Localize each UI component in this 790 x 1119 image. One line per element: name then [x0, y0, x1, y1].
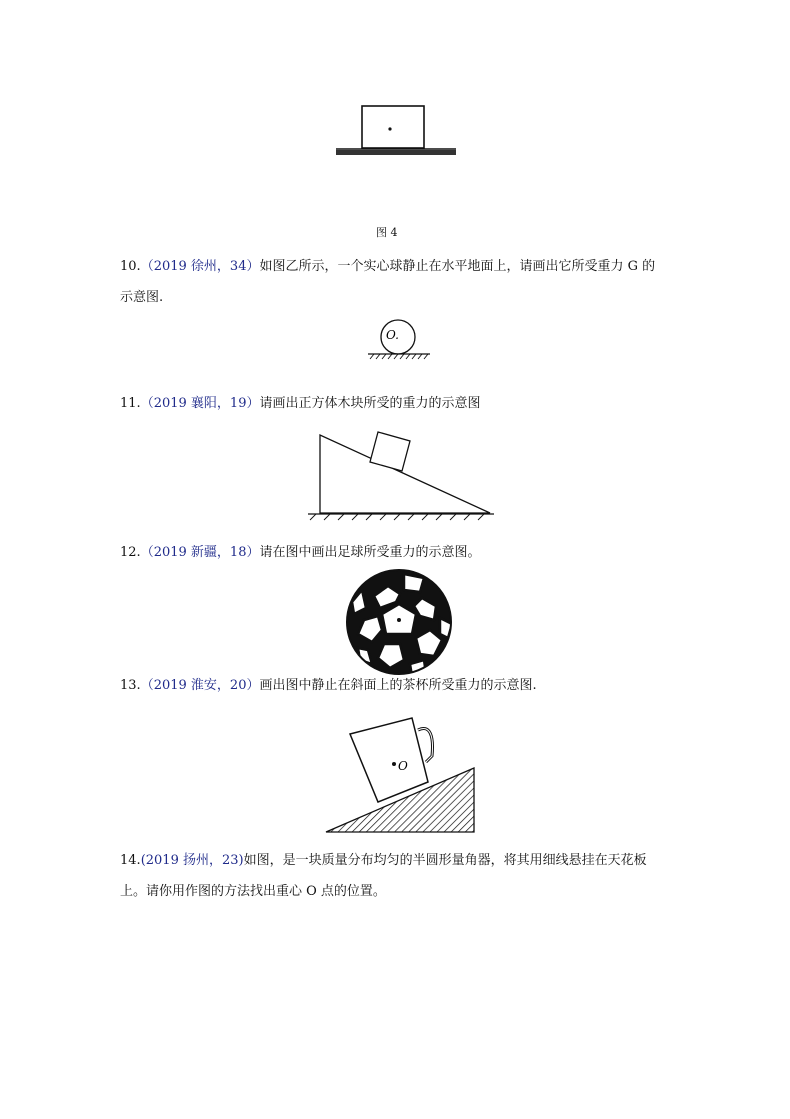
question-number: 12. — [120, 545, 141, 560]
figure4-caption: 图 4 — [376, 226, 398, 239]
question-source-open: （ — [140, 396, 154, 411]
question-number: 11. — [120, 396, 141, 411]
question-source-open: （ — [140, 678, 154, 693]
question-source-open: （ — [140, 259, 154, 274]
question-14-line2: 上。请你用作图的方法找出重心 O 点的位置。 — [120, 884, 386, 899]
ball-on-ground-diagram — [366, 320, 436, 360]
cup-center-label: O — [398, 759, 408, 773]
question-source: 2019 新疆，18 — [153, 545, 247, 560]
question-source-close: ) — [238, 853, 244, 868]
question-14-line1 — [120, 852, 647, 870]
ball-center-label: O. — [386, 328, 399, 342]
question-11-line1 — [120, 395, 481, 413]
question-source-open: （ — [140, 545, 154, 560]
question-source-close: ） — [246, 678, 260, 693]
question-text: 画出图中静止在斜面上的茶杯所受重力的示意图. — [259, 678, 537, 693]
question-13-line1 — [120, 677, 537, 695]
soccer-ball-diagram — [344, 568, 454, 678]
question-12-line1 — [120, 544, 481, 562]
question-text: 请画出正方体木块所受的重力的示意图 — [259, 396, 481, 411]
question-number: 10. — [120, 259, 141, 274]
question-number: 14. — [120, 853, 141, 868]
incline-block-diagram — [306, 425, 506, 525]
block-center-dot — [388, 127, 391, 130]
question-text: 如图，是一块质量分布均匀的半圆形量角器，将其用细线悬挂在天花板 — [243, 853, 647, 868]
question-text: 请在图中画出足球所受重力的示意图。 — [259, 545, 481, 560]
question-10-line1 — [120, 258, 655, 276]
question-source-close: ） — [246, 259, 260, 274]
ground-hatch — [336, 150, 456, 155]
ball-center-dot — [397, 618, 401, 622]
question-text: 如图乙所示，一个实心球静止在水平地面上，请画出它所受重力 G 的 — [259, 259, 656, 274]
question-10-line2: 示意图. — [120, 290, 164, 305]
figure4-block-diagram — [334, 102, 464, 162]
cup-body — [350, 718, 428, 802]
question-source-close: ） — [246, 396, 260, 411]
question-source: 2019 淮安，20 — [153, 678, 247, 693]
question-number: 13. — [120, 678, 141, 693]
question-source-open: ( — [140, 853, 146, 868]
block — [362, 106, 424, 148]
cup-on-incline-diagram — [322, 706, 482, 836]
cup-center-dot — [392, 762, 396, 766]
question-source: 2019 襄阳，19 — [153, 396, 247, 411]
question-source: 2019 徐州，34 — [153, 259, 247, 274]
question-source-close: ） — [246, 545, 260, 560]
question-source: 2019 扬州，23 — [145, 853, 239, 868]
